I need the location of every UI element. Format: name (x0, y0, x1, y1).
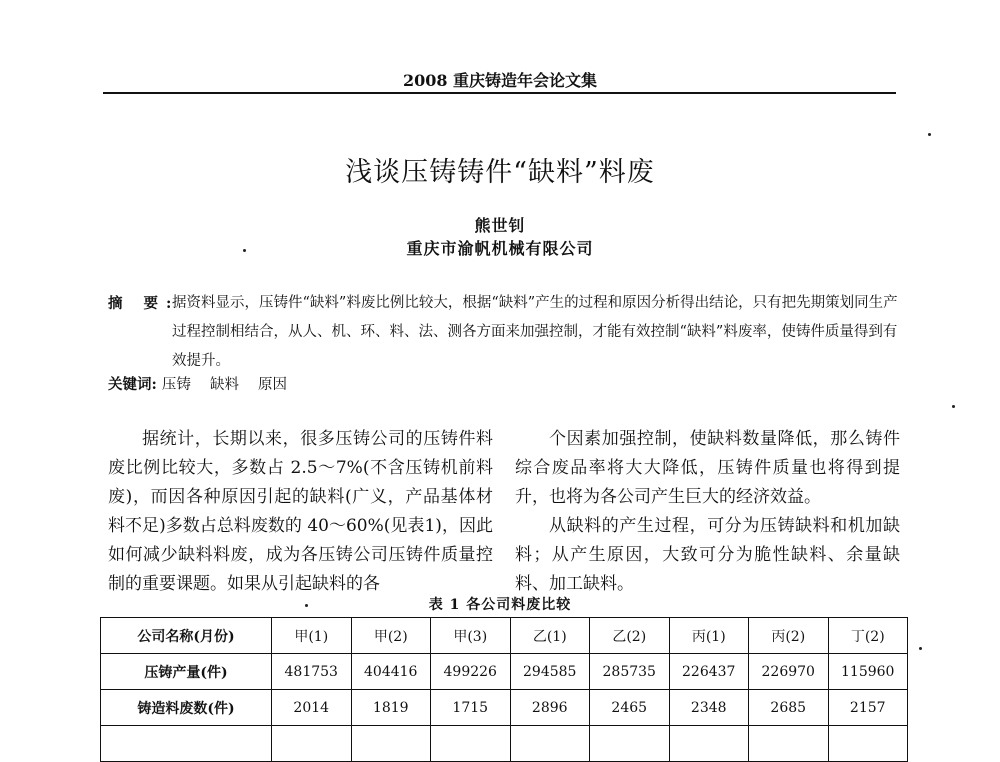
header-rule (103, 92, 896, 94)
keywords (108, 373, 301, 394)
abstract-label: 摘 要: (108, 295, 180, 312)
table-header-cell: 丙(1) (669, 618, 749, 654)
table-row (101, 690, 908, 726)
table-cell: 294585 (510, 654, 590, 690)
running-head: 2008 重庆铸造年会论文集 (402, 71, 598, 90)
body-paragraph: 据统计，长期以来，很多压铸公司的压铸件料废比例比较大，多数占 2.5～7%(不含压铸机前料废)，而因各种原因引起的缺料(广义，产品基体材料不足)多数占总料废数的 40～60%(见表1)，因此如何减少缺料料废，成为各压铸公司压铸件质量控制的重要课题。如果从引起缺料的各 (108, 429, 493, 594)
table-cell (351, 726, 431, 762)
table-cell: 2157 (828, 690, 908, 726)
table-cell: 481753 (272, 654, 352, 690)
table-cell (590, 726, 670, 762)
table-cell (431, 726, 511, 762)
keywords-label: 关键词: (108, 376, 157, 393)
table-cell: 404416 (351, 654, 431, 690)
table-cell: 2348 (669, 690, 749, 726)
scan-speck (243, 249, 246, 252)
keyword-item: 原因 (258, 377, 288, 393)
table-header-cell: 乙(1) (510, 618, 590, 654)
table-cell (669, 726, 749, 762)
table-cell: 2014 (272, 690, 352, 726)
table-header-cell: 乙(2) (590, 618, 670, 654)
paper-title: 浅谈压铸铸件“缺料”料废 (345, 157, 655, 188)
scan-speck (305, 604, 308, 607)
table-cell: 499226 (431, 654, 511, 690)
table-header-cell: 丙(2) (749, 618, 829, 654)
table-row (101, 654, 908, 690)
scan-speck (952, 405, 955, 408)
body-paragraph: 从缺料的产生过程，可分为压铸缺料和机加缺料；从产生原因，大致可分为脆性缺料、余量缺料、加工缺料。 (515, 516, 900, 594)
scrap-comparison-table (100, 617, 908, 762)
author-name: 熊世钊 (474, 216, 526, 235)
author-affiliation: 重庆市渝帆机械有限公司 (406, 239, 594, 258)
table-cell (272, 726, 352, 762)
table-caption: 表 1 各公司料废比较 (428, 597, 572, 613)
table-cell: 1819 (351, 690, 431, 726)
table-cell: 2685 (749, 690, 829, 726)
abstract (108, 289, 898, 376)
table-cell: 2896 (510, 690, 590, 726)
body-column-left (108, 425, 493, 599)
table-header-cell: 丁(2) (828, 618, 908, 654)
scan-speck (928, 133, 931, 136)
table-cell: 压铸产量(件) (101, 654, 272, 690)
table-header-row (101, 618, 908, 654)
table-header-cell: 甲(3) (431, 618, 511, 654)
keyword-item: 缺料 (209, 377, 239, 393)
table-cell: 226437 (669, 654, 749, 690)
table-cell: 226970 (749, 654, 829, 690)
table-cell: 1715 (431, 690, 511, 726)
abstract-text: 据资料显示，压铸件“缺料”料废比例比较大，根据“缺料”产生的过程和原因分析得出结论，只有把先期策划同生产过程控制相结合，从人、机、环、料、法、测各方面来加强控制，才能有效控制“缺料”料废率，使铸件质量得到有效提升。 (172, 295, 898, 369)
table-cell: 2465 (590, 690, 670, 726)
table-cell: 285735 (590, 654, 670, 690)
table-cell (101, 726, 272, 762)
body-paragraph: 个因素加强控制，使缺料数量降低，那么铸件综合废品率将大大降低，压铸件质量也将得到提升，也将为各公司产生巨大的经济效益。 (515, 429, 900, 507)
table-cell: 铸造料废数(件) (101, 690, 272, 726)
scan-speck (919, 647, 922, 650)
table-row-cutoff (101, 726, 908, 762)
body-column-right (515, 425, 900, 599)
table-cell: 115960 (828, 654, 908, 690)
table-cell (510, 726, 590, 762)
table-header-cell: 公司名称(月份) (101, 618, 272, 654)
table-header-cell: 甲(1) (272, 618, 352, 654)
table-cell (828, 726, 908, 762)
keyword-item: 压铸 (161, 377, 191, 393)
table-cell (749, 726, 829, 762)
table-header-cell: 甲(2) (351, 618, 431, 654)
